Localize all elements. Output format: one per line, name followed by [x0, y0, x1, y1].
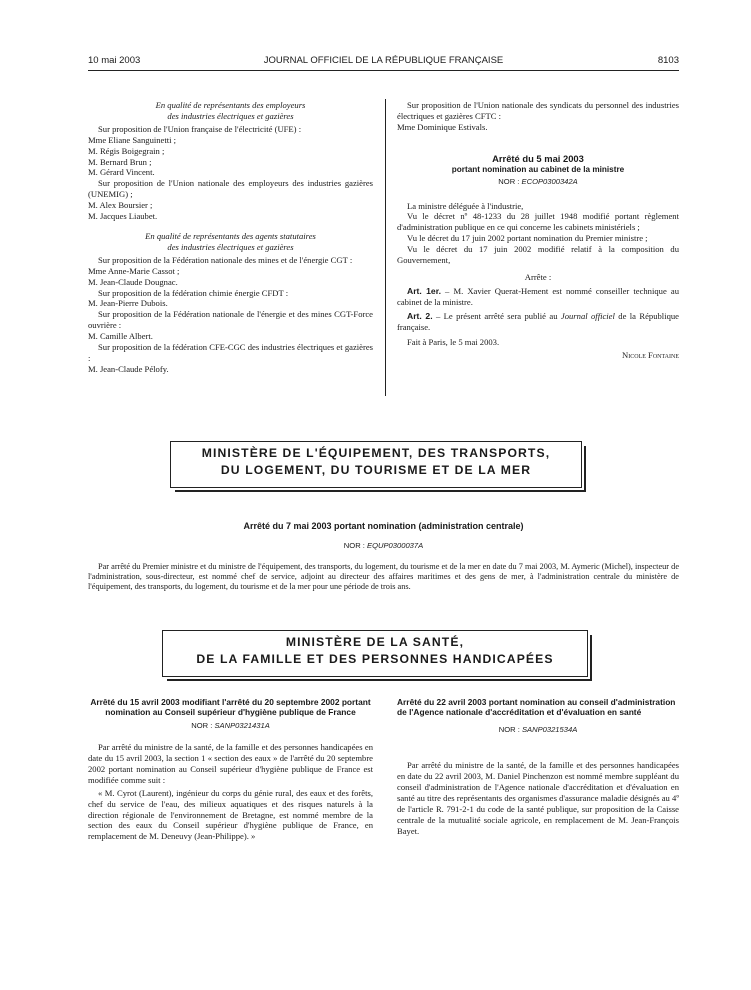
list-item: Mme Anne-Marie Cassot ;: [88, 265, 180, 276]
body-paragraph: Par arrêté du ministre de la santé, de la famille et des personnes handicapées en date du 22 avril 2003, M. Daniel Pinchenzon est nommé membre suppléant du conseil d'administration de l'Agence nationale d'accréditation et d'évaluation en santé au titre des représentants des organismes d'assurance maladie désignés au 4º de l'article R. 791-2-1 du code de la santé publique, sur proposition de la Caisse centrale de la mutualité sociale agricole, en remplacement de M. Jean-François Bayet.: [397, 760, 679, 836]
body-paragraph: Par arrêté du ministre de la santé, de la famille et des personnes handicapées en date du 15 avril 2003, la section 1 « section des eaux » de l'arrêté du 20 septembre 2002 portant nomination au Conseil supérieur d'hygiène publique de France est modifiée comme suit :: [88, 742, 373, 785]
arrete-7-mai-title: Arrêté du 7 mai 2003 portant nomination (administration centrale): [243, 521, 524, 531]
list-item: Sur proposition de la Fédération nationale des mines et de l'énergie CGT :: [98, 254, 353, 265]
article-2-text-a: – Le présent arrêté sera publié au: [432, 310, 561, 321]
journal-officiel-ref: Journal officiel: [560, 310, 615, 321]
ministry-line-1: MINISTÈRE DE L'ÉQUIPEMENT, DES TRANSPORTS,: [201, 446, 551, 460]
nor-label: NOR :: [343, 540, 365, 550]
nor-code: SANP0321431A: [214, 721, 270, 731]
list-item: Sur proposition de l'Union française de l'électricité (UFE) :: [98, 123, 302, 134]
body-paragraph: Vu le décret du 17 juin 2002 portant nomination du Premier ministre ;: [407, 233, 648, 244]
agents-list: [88, 255, 373, 375]
cftc-name: Mme Dominique Estivals.: [397, 121, 488, 132]
signature: Nicole Fontaine: [622, 350, 679, 361]
article-1-text: – M. Xavier Querat-Hement est nommé conseiller technique au cabinet de la ministre.: [397, 285, 679, 307]
employer-list: [88, 124, 373, 222]
nor-label: NOR :: [498, 725, 520, 735]
list-item: M. Jean-Claude Dougnac.: [88, 276, 178, 287]
article-2: [397, 311, 679, 333]
ministry-line-1: MINISTÈRE DE LA SANTÉ,: [285, 635, 465, 649]
list-item: M. Jean-Claude Pélofy.: [88, 363, 169, 374]
article-1-label: Art. 1er.: [407, 285, 441, 296]
left-column: [88, 100, 373, 375]
list-item: M. Gérard Vincent.: [88, 167, 155, 178]
list-item: M. Alex Boursier ;: [88, 200, 153, 211]
nor-reference: [88, 721, 373, 732]
body-paragraph: « M. Cyrot (Laurent), ingénieur du corps du génie rural, des eaux et des forêts, chef du service de l'eau, des milieux aquatiques et des risques naturels à la direction régionale de l'environnement de Bretagne, est nommé membre de la section des eaux du Conseil supérieur d'hygiène publique de France, en remplacement de M. Deneuvy (Jean-Philippe). »: [88, 787, 373, 842]
page-header: [88, 55, 679, 69]
nor-reference: [88, 541, 679, 552]
list-item: Mme Eliane Sanguinetti ;: [88, 134, 177, 145]
list-item: M. Jacques Liaubet.: [88, 211, 158, 222]
nor-code: SANP0321534A: [521, 725, 578, 735]
list-item: M. Jean-Pierre Dubois.: [88, 298, 168, 309]
list-item: M. Camille Albert.: [88, 331, 153, 342]
header-journal-title: JOURNAL OFFICIEL DE LA RÉPUBLIQUE FRANÇAISE: [263, 55, 504, 66]
arrete-5-mai-subtitle: portant nomination au cabinet de la ministre: [451, 164, 625, 174]
list-item: M. Bernard Brun ;: [88, 156, 152, 167]
cftc-proposal: Sur proposition de l'Union nationale des syndicats du personnel des industries électriques et gazières CFTC :: [397, 100, 679, 121]
ministry-equipement-box: [170, 441, 582, 488]
nor-label: NOR :: [498, 176, 520, 186]
list-item: M. Régis Boigegrain ;: [88, 145, 165, 156]
arrete-7-mai-text: Par arrêté du Premier ministre et du ministre de l'équipement, des transports, du logement, du tourisme et de la mer en date du 7 mai 2003, M. Aymeric (Michel), inspecteur de l'administration, sous-directeur, est nommé chef de service, adjoint au directeur des affaires maritimes et des gens de mer, à l'administration centrale du ministère de l'équipement, des transports, du logement, du tourisme et de la mer pour une période de trois ans.: [88, 561, 679, 592]
agents-heading: En qualité de représentants des agents statutaires des industries électriques et gazières: [145, 230, 316, 252]
column-divider: [385, 99, 386, 396]
list-item: Sur proposition de la fédération chimie énergie CFDT :: [98, 287, 289, 298]
body-paragraph: La ministre déléguée à l'industrie,: [407, 200, 524, 211]
body-paragraph: Vu le décret nº 48-1233 du 28 juillet 1948 modifié portant règlement d'administration publique en ce qui concerne les cabinets ministériels ;: [397, 211, 679, 233]
nor-code: EQUP0300037A: [367, 540, 424, 550]
article-1: [397, 286, 679, 308]
nor-label: NOR :: [191, 721, 213, 731]
article-2-label: Art. 2.: [407, 310, 433, 321]
header-date: 10 mai 2003: [88, 55, 141, 66]
ministry-sante-box: [162, 630, 588, 677]
list-item: Sur proposition de la fédération CFE-CGC des industries électriques et gazières :: [88, 342, 373, 363]
article-2-text-b: de la République française.: [397, 310, 679, 332]
ministry-line-2: DE LA FAMILLE ET DES PERSONNES HANDICAPÉES: [196, 652, 554, 666]
ministry-line-2: DU LOGEMENT, DU TOURISME ET DE LA MER: [220, 463, 532, 477]
list-item: Sur proposition de l'Union nationale des employeurs des industries gazières (UNEMIG) ;: [88, 178, 373, 200]
arrete-5-mai-title: Arrêté du 5 mai 2003: [492, 152, 584, 164]
arrete-22-avril: [397, 698, 679, 836]
arrete-15-avril-title: Arrêté du 15 avril 2003 modifiant l'arrêté du 20 septembre 2002 portant nomination au Conseil supérieur d'hygiène publique de France: [90, 697, 371, 717]
arrete-15-avril: [88, 698, 373, 842]
list-item: Sur proposition de la Fédération nationale de l'énergie et des mines CGT-Force ouvrière :: [88, 309, 373, 331]
body-paragraph: Vu le décret du 17 juin 2002 modifié relatif à la composition du Gouvernement,: [397, 244, 679, 266]
arrete-word: Arrête :: [524, 271, 552, 282]
header-rule: [88, 70, 679, 71]
arrete-22-avril-title: Arrêté du 22 avril 2003 portant nomination au conseil d'administration de l'Agence nationale d'accréditation et d'évaluation en santé: [397, 697, 676, 717]
nor-reference: [397, 725, 679, 736]
nor-code: ECOP0300342A: [521, 176, 578, 186]
fait-a-paris: Fait à Paris, le 5 mai 2003.: [407, 336, 500, 347]
right-column: [397, 100, 679, 361]
arrete-7-mai: [88, 512, 679, 601]
arrete-5-mai-body: [397, 201, 679, 362]
nor-reference: [397, 177, 679, 188]
employer-heading: En qualité de représentants des employeurs des industries électriques et gazières: [155, 100, 306, 121]
header-page-number: 8103: [657, 55, 679, 66]
